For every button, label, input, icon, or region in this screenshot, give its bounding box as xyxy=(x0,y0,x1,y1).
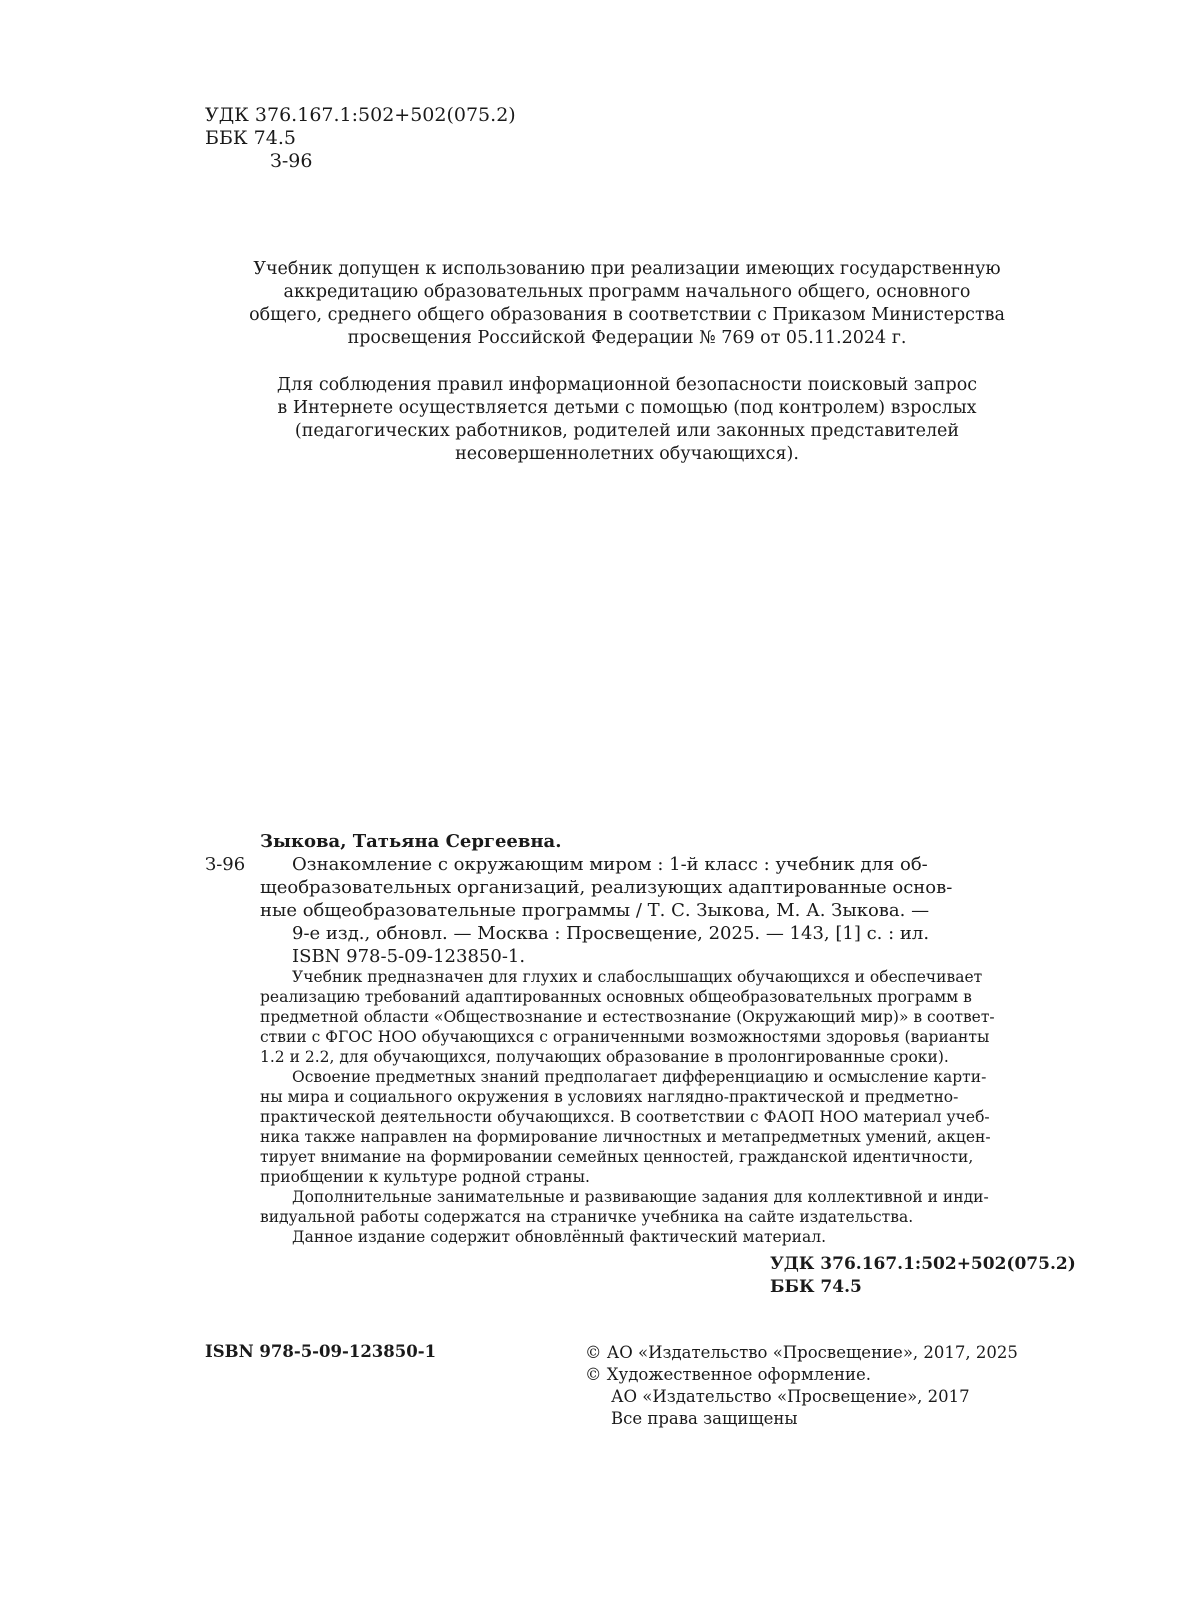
card-title-line: ные общеобразовательные программы / Т. С. Зыкова, М. А. Зыкова. — xyxy=(260,900,930,921)
annotation-line: тирует внимание на формировании семейных ценностей, гражданской идентичности, xyxy=(260,1148,974,1166)
card-title-line: 9-е изд., обновл. — Москва : Просвещение, 2025. — 143, [1] с. : ил. xyxy=(292,923,930,944)
top-udk: УДК 376.167.1:502+502(075.2) xyxy=(205,104,516,126)
card-isbn-line: ISBN 978-5-09-123850-1. xyxy=(292,946,526,967)
copyright-line: АО «Издательство «Просвещение», 2017 xyxy=(611,1387,970,1406)
approval-line: общего, среднего общего образования в соответствии с Приказом Министерства xyxy=(249,305,1005,325)
annotation-line: предметной области «Обществознание и естествознание (Окружающий мир)» в соответ- xyxy=(260,1008,995,1026)
card-author: Зыкова, Татьяна Сергеевна. xyxy=(260,831,562,852)
annotation-line: Данное издание содержит обновлённый фактический материал. xyxy=(292,1228,826,1246)
annotation-line: ны мира и социального окружения в условиях наглядно-практической и предметно- xyxy=(260,1088,959,1106)
approval-line: просвещения Российской Федерации № 769 от 05.11.2024 г. xyxy=(347,328,907,348)
annotation-line: приобщении к культуре родной страны. xyxy=(260,1168,590,1186)
annotation-line: Учебник предназначен для глухих и слабослышащих обучающихся и обеспечивает xyxy=(292,968,983,986)
approval-line: Учебник допущен к использованию при реализации имеющих государственную xyxy=(253,259,1001,279)
top-author-mark: З-96 xyxy=(270,150,313,172)
annotation-line: 1.2 и 2.2, для обучающихся, получающих образование в пролонгированные сроки). xyxy=(260,1048,949,1066)
safety-line: Для соблюдения правил информационной безопасности поисковый запрос xyxy=(276,375,978,395)
card-bbk: ББК 74.5 xyxy=(770,1277,862,1297)
approval-line: аккредитацию образовательных программ начального общего, основного xyxy=(283,282,971,302)
safety-line: (педагогических работников, родителей или законных представителей xyxy=(294,421,960,441)
copyright-line: © АО «Издательство «Просвещение», 2017, 2025 xyxy=(585,1343,1018,1362)
copyright-line: Все права защищены xyxy=(611,1409,798,1428)
annotation-line: Освоение предметных знаний предполагает дифференциацию и осмысление карти- xyxy=(292,1068,987,1086)
safety-line: несовершеннолетних обучающихся). xyxy=(455,444,799,464)
isbn: ISBN 978-5-09-123850-1 xyxy=(205,1342,437,1361)
annotation-line: практической деятельности обучающихся. В соответствии с ФАОП НОО материал учеб- xyxy=(260,1108,990,1126)
card-udk: УДК 376.167.1:502+502(075.2) xyxy=(770,1254,1076,1274)
card-title-line: щеобразовательных организаций, реализующих адаптированные основ- xyxy=(260,877,953,898)
approval-notice xyxy=(205,258,1049,350)
safety-notice xyxy=(205,374,1049,466)
copyright-line: © Художественное оформление. xyxy=(585,1365,872,1384)
card-author-mark: З-96 xyxy=(205,854,246,875)
annotation-line: Дополнительные занимательные и развивающие задания для коллективной и инди- xyxy=(292,1188,989,1206)
annotation-line: ствии с ФГОС НОО обучающихся с ограниченными возможностями здоровья (варианты xyxy=(260,1028,990,1046)
annotation-line: реализацию требований адаптированных основных общеобразовательных программ в xyxy=(260,988,972,1006)
annotation-line: видуальной работы содержатся на страничке учебника на сайте издательства. xyxy=(260,1208,914,1226)
annotation-line: ника также направлен на формирование личностных и метапредметных умений, акцен- xyxy=(260,1128,991,1146)
card-title-line: Ознакомление с окружающим миром : 1-й класс : учебник для об- xyxy=(292,854,928,875)
safety-line: в Интернете осуществляется детьми с помощью (под контролем) взрослых xyxy=(277,398,977,418)
top-bbk: ББК 74.5 xyxy=(205,127,296,149)
